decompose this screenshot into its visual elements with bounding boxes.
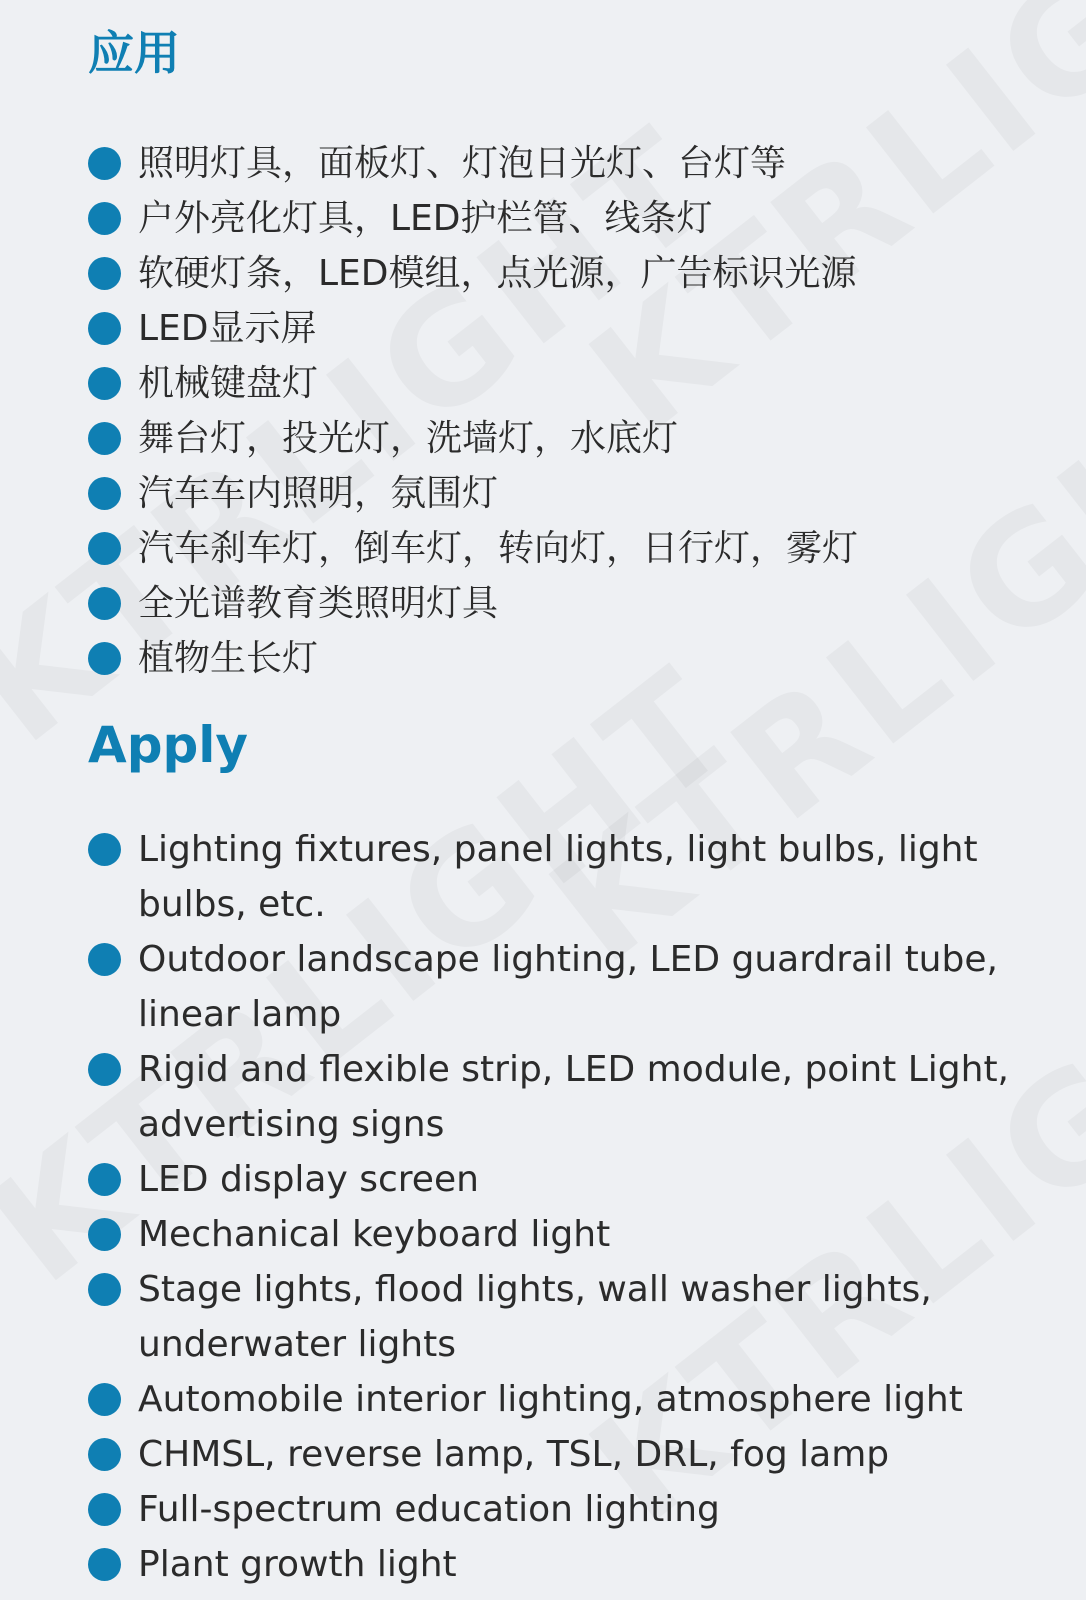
list-item-text: 舞台灯，投光灯，洗墙灯，水底灯 [138, 418, 679, 459]
bullet-icon [88, 477, 121, 510]
bullet-icon [88, 1053, 121, 1086]
list-item [88, 1427, 1048, 1482]
list-item [88, 631, 1048, 686]
list-item [88, 1207, 1048, 1262]
bullet-icon [88, 1163, 121, 1196]
bullet-icon [88, 422, 121, 455]
bullet-icon [88, 367, 121, 400]
bullet-icon [88, 1548, 121, 1581]
list-item [88, 1372, 1048, 1427]
main-content [88, 22, 1048, 1592]
list-item [88, 136, 1048, 191]
bullet-icon [88, 147, 121, 180]
bullet-icon [88, 312, 121, 345]
list-item [88, 576, 1048, 631]
list-item-text: Rigid and flexible strip, LED module, point Light, advertising signs [138, 1049, 1009, 1145]
list-item [88, 1262, 1048, 1372]
section-title-en: Apply [88, 716, 249, 774]
bullet-icon [88, 587, 121, 620]
list-item [88, 822, 1048, 932]
list-item-text: Mechanical keyboard light [138, 1214, 611, 1255]
bullet-icon [88, 1438, 121, 1471]
list-item [88, 356, 1048, 411]
list-item [88, 1152, 1048, 1207]
en-application-list [88, 822, 1048, 1592]
cn-application-list [88, 136, 1048, 686]
list-item-text: Automobile interior lighting, atmosphere light [138, 1379, 963, 1420]
list-item [88, 1482, 1048, 1537]
list-item-text: Outdoor landscape lighting, LED guardrail tube, linear lamp [138, 939, 998, 1035]
list-item [88, 466, 1048, 521]
list-item [88, 1042, 1048, 1152]
list-item [88, 411, 1048, 466]
bullet-icon [88, 1218, 121, 1251]
list-item-text: LED display screen [138, 1159, 479, 1200]
list-item [88, 1537, 1048, 1592]
list-item-text: Plant growth light [138, 1544, 457, 1585]
list-item [88, 932, 1048, 1042]
list-item-text: 软硬灯条，LED模组，点光源，广告标识光源 [138, 253, 857, 294]
bullet-icon [88, 202, 121, 235]
bullet-icon [88, 1493, 121, 1526]
list-item-text: Lighting fixtures, panel lights, light bulbs, light bulbs, etc. [138, 829, 978, 925]
list-item-text: 全光谱教育类照明灯具 [138, 583, 499, 624]
bullet-icon [88, 943, 121, 976]
bullet-icon [88, 642, 121, 675]
list-item [88, 191, 1048, 246]
bullet-icon [88, 1273, 121, 1306]
list-item-text: 户外亮化灯具，LED护栏管、线条灯 [138, 198, 713, 239]
list-item-text: 植物生长灯 [138, 638, 319, 679]
list-item-text: CHMSL, reverse lamp, TSL, DRL, fog lamp [138, 1434, 890, 1475]
bullet-icon [88, 532, 121, 565]
list-item-text: LED显示屏 [138, 308, 317, 349]
list-item-text: Stage lights, flood lights, wall washer lights, underwater lights [138, 1269, 932, 1365]
list-item-text: 照明灯具，面板灯、灯泡日光灯、台灯等 [138, 143, 787, 184]
list-item-text: 汽车刹车灯，倒车灯，转向灯，日行灯，雾灯 [138, 528, 859, 569]
list-item-text: Full-spectrum education lighting [138, 1489, 720, 1530]
bullet-icon [88, 1383, 121, 1416]
section-title-cn: 应用 [88, 26, 180, 80]
list-item-text: 汽车车内照明，氛围灯 [138, 473, 499, 514]
list-item [88, 246, 1048, 301]
list-item [88, 521, 1048, 576]
bullet-icon [88, 257, 121, 290]
list-item [88, 301, 1048, 356]
list-item-text: 机械键盘灯 [138, 363, 319, 404]
bullet-icon [88, 833, 121, 866]
